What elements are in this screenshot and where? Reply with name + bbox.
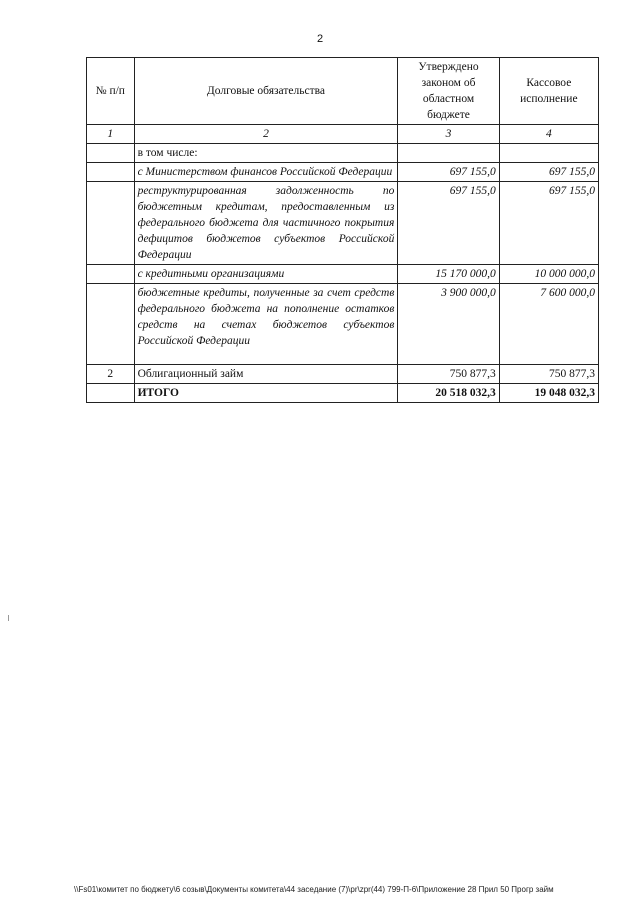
table-row: [87, 163, 599, 182]
row-number: [87, 284, 135, 365]
header-approved: Утверждено законом об областном бюджете: [398, 58, 499, 125]
index-cell: 2: [134, 125, 398, 144]
row-name: с кредитными организациями: [134, 265, 398, 284]
row-approved: 15 170 000,0: [398, 265, 499, 284]
row-actual: [499, 144, 598, 163]
header-obligations: Долговые обязательства: [134, 58, 398, 125]
row-approved: [398, 144, 499, 163]
row-actual: 10 000 000,0: [499, 265, 598, 284]
row-number: [87, 265, 135, 284]
row-name: в том числе:: [134, 144, 398, 163]
footer-file-path: \\Fs01\комитет по бюджету\6 созыв\Документы комитета\44 заседание (7)\pr\zpr(44) 799-П-6\Приложение 28 Прил 50 Прогр займ: [74, 885, 554, 894]
row-approved: 750 877,3: [398, 365, 499, 384]
row-number: [87, 182, 135, 265]
header-actual: Кассовое исполнение: [499, 58, 598, 125]
row-number: 2: [87, 365, 135, 384]
table-header-row: [87, 58, 599, 125]
row-actual: 697 155,0: [499, 182, 598, 265]
row-name: с Министерством финансов Российской Федерации: [134, 163, 398, 182]
table-row: [87, 265, 599, 284]
row-number: [87, 144, 135, 163]
row-actual: 7 600 000,0: [499, 284, 598, 365]
row-name: Облигационный займ: [134, 365, 398, 384]
total-label: ИТОГО: [134, 384, 398, 403]
table-row: [87, 365, 599, 384]
scan-mark: [8, 615, 9, 621]
row-approved: 697 155,0: [398, 182, 499, 265]
row-actual: 750 877,3: [499, 365, 598, 384]
table-row: [87, 144, 599, 163]
row-name: реструктурированная задолженность по бюджетным кредитам, предоставленным из федерального бюджета для частичного покрытия дефицитов бюджетов субъектов Российской Федерации: [134, 182, 398, 265]
index-cell: 4: [499, 125, 598, 144]
page-number: 2: [316, 33, 324, 45]
row-approved: 3 900 000,0: [398, 284, 499, 365]
total-row: [87, 384, 599, 403]
total-actual: 19 048 032,3: [499, 384, 598, 403]
table-row: [87, 182, 599, 265]
row-name: бюджетные кредиты, полученные за счет средств федерального бюджета на пополнение остатков средств на счетах бюджетов субъектов Российской Федерации: [134, 284, 398, 365]
row-actual: 697 155,0: [499, 163, 598, 182]
row-approved: 697 155,0: [398, 163, 499, 182]
table-row: [87, 284, 599, 365]
row-number: [87, 163, 135, 182]
total-approved: 20 518 032,3: [398, 384, 499, 403]
index-cell: 3: [398, 125, 499, 144]
header-number: № п/п: [87, 58, 135, 125]
debt-obligations-table: [86, 57, 599, 403]
column-index-row: [87, 125, 599, 144]
total-number: [87, 384, 135, 403]
index-cell: 1: [87, 125, 135, 144]
